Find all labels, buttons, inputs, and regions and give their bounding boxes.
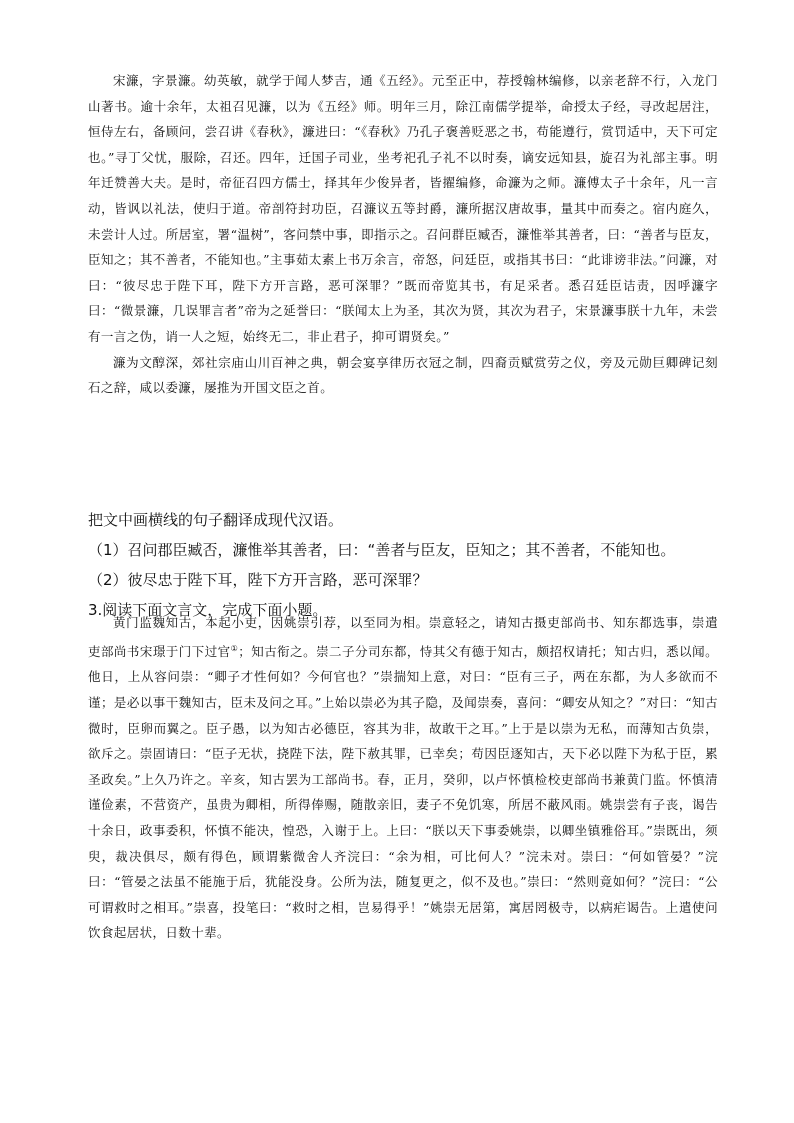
passage-yao-chong bbox=[88, 610, 718, 946]
sentence-1: （1）召问郡臣臧否，濂惟举其善者，曰：“善者与臣友，臣知之；其不善者，不能知也。 bbox=[88, 541, 676, 559]
translation-question bbox=[88, 508, 728, 622]
passage2-text-part1: 黄门监魏知古，本起小吏，因姚崇引荐，以至同为相。崇意轻之，请知古摄吏部尚书、知东都选事，崇遣吏部尚书宋璟于门下过官 bbox=[88, 615, 718, 659]
passage2-text-part2: ；知古衔之。崇二子分司东都，恃其父有德于知古，颇招权请托；知古归，悉以闻。他日，上从容问崇：“卿子才性何如？今何官也？”崇揣知上意，对曰：“臣有三子，两在东都，为人多欲而不谨；是必以事干魏知古，臣未及问之耳。”上始以崇必为其子隐，及闻崇奏，喜问：“卿安从知之？”对曰：“知古微时，臣卵而翼之。臣子愚，以为知古必德臣，容其为非，故敢干之耳。”上于是以崇为无私，而薄知古负崇，欲斥之。崇固请曰：“臣子无状，挠陛下法，陛下赦其罪，已幸矣；苟因臣逐知古，天下必以陛下为私于臣，累圣政矣。”上久乃许之。辛亥，知古罢为工部尚书。春，正月，癸卯，以卢怀慎检校吏部尚书兼黄门监。怀慎清谨俭素，不营资产，虽贵为卿相，所得俸赐，随散亲旧，妻子不免饥寒，所居不蔽风雨。姚崇尝有子丧，谒告十余日，政事委积，怀慎不能决，惶恐，入谢于上。上曰：“朕以天下事委姚崇，以卿坐镇雅俗耳。”崇既出，须臾，裁决俱尽，颇有得色，顾谓紫微舍人齐浣曰：“余为相，可比何人？”浣未对。崇曰：“何如管晏？”浣曰：“管晏之法虽不能施于后，犹能没身。公所为法，随复更之，似不及也。”崇曰：“然则竟如何？”浣曰：“公可谓救时之相耳。”崇喜，投笔曰：“救时之相，岂易得乎！”姚崇无居第，寓居罔极寺，以病疟谒告。上遣使问饮食起居状，日数十辈。 bbox=[88, 643, 718, 941]
passage1-paragraph-2: 濂为文醇深，郊社宗庙山川百神之典，朝会宴享律历衣冠之制，四裔贡赋赏劳之仪，旁及元勋巨卿碑记刻石之辞，咸以委濂，屡推为开国文臣之首。 bbox=[88, 354, 718, 396]
question-3-heading: 3.阅读下面文言文，完成下面小题。 bbox=[88, 601, 328, 619]
passage1-paragraph-1: 宋濂，字景濂。幼英敏，就学于闻人梦吉，通《五经》。元至正中，荐授翰林编修，以亲老辞不行，入龙门山著书。逾十余年，太祖召见濂，以为《五经》师。明年三月，除江南儒学提举，命授太子经，寻改起居注，恒侍左右，备顾问，尝召讲《春秋》，濂进曰：“《春秋》乃孔子褒善贬恶之书，苟能遵行，赏罚适中，天下可定也。”寻丁父忧，服除，召还。四年，迁国子司业，坐考祀孔子礼不以时奏，谪安远知县，旋召为礼部主事。明年迁赞善大夫。是时，帝征召四方儒士，择其年少俊异者，皆擢编修，命濂为之师。濂傅太子十余年，凡一言动，皆讽以礼法，使归于道。帝剖符封功臣，召濂议五等封爵，濂所据汉唐故事，量其中而奏之。宿内庭久，未尝计人过。所居室，署“温树”，客问禁中事，即指示之。召问群臣臧否，濂惟举其善者，曰：“善者与臣友，臣知之；其不善者，不能知也。”主事茹太素上书万余言，帝怒，问廷臣，或指其书曰：“此诽谤非法。”问濂，对曰：“彼尽忠于陛下耳，陛下方开言路，恶可深罪？”既而帝览其书，有足采者。悉召廷臣诘责，因呼濂字曰：“微景濂，几误罪言者”帝为之延誉曰：“朕闻太上为圣，其次为贤，其次为君子，宋景濂事朕十九年，未尝有一言之伪，诮一人之短，始终无二，非止君子，抑可谓贤矣。” bbox=[88, 73, 718, 344]
sentence-2: （2）彼尽忠于陛下耳，陛下方开言路，恶可深罪？ bbox=[88, 571, 428, 589]
passage-song-lian bbox=[88, 68, 718, 401]
translate-prompt: 把文中画横线的句子翻译成现代汉语。 bbox=[88, 511, 344, 529]
footnote-marker: ① bbox=[230, 643, 239, 653]
passage2-paragraph bbox=[88, 610, 718, 946]
